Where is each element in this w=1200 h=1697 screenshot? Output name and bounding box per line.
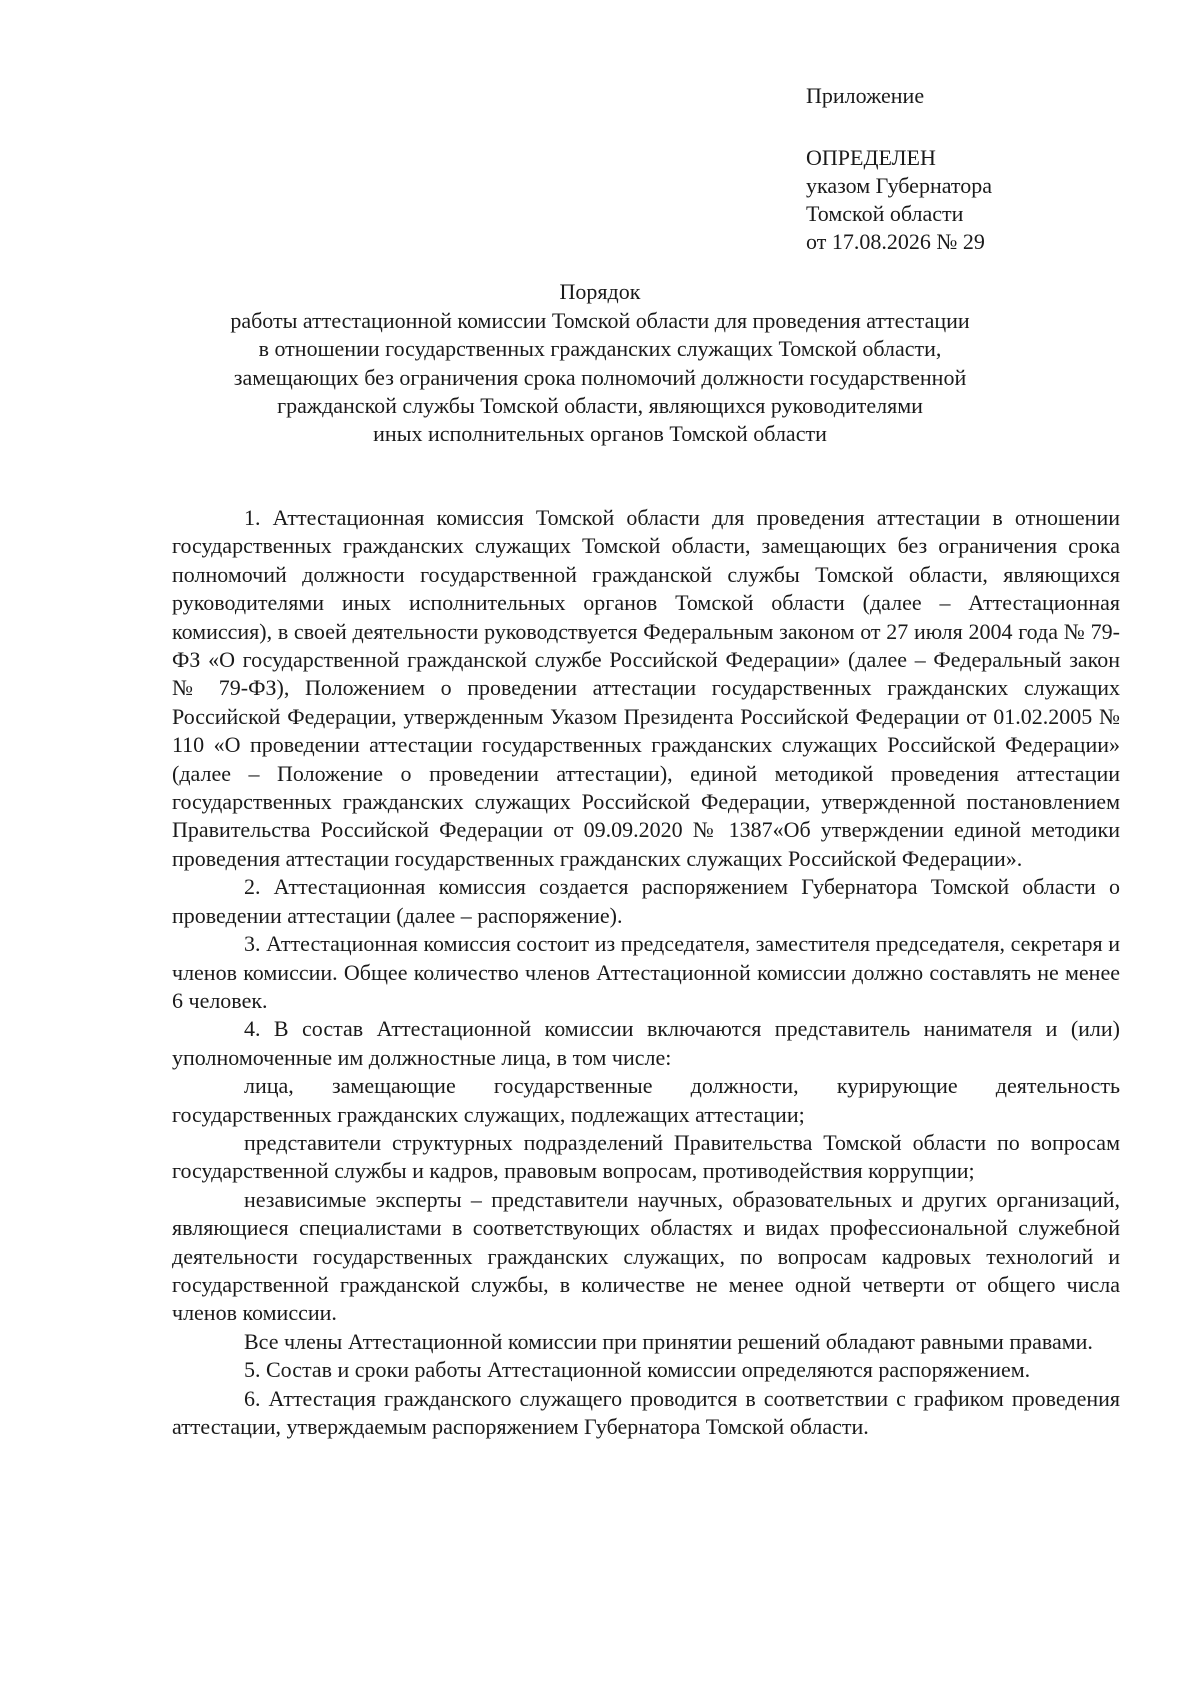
paragraph-2: 2. Аттестационная комиссия создается распоряжением Губернатора Томской области о проведении аттестации (далее – распоряжение). (172, 874, 1120, 928)
subtitle-line: работы аттестационной комиссии Томской области для проведения аттестации (230, 308, 970, 333)
paragraph-4-equal-rights: Все члены Аттестационной комиссии при принятии решений обладают равными правами. (244, 1328, 1093, 1354)
approval-issuer: указом Губернатора (806, 173, 993, 198)
approval-block (806, 144, 992, 256)
paragraph-5: 5. Состав и сроки работы Аттестационной комиссии определяются распоряжением. (244, 1357, 1031, 1383)
subtitle-line: замещающих без ограничения срока полномочий должности государственной (233, 364, 967, 390)
approval-region: Томской области (806, 201, 964, 226)
subtitle-line: в отношении государственных гражданских служащих Томской области, (258, 336, 942, 362)
document-subtitle (160, 307, 1040, 448)
appendix-label: Приложение (806, 83, 925, 108)
paragraph-1: 1. Аттестационная комиссия Томской области для проведения аттестации в отношении государственных гражданских служащих Томской области, замещающих без ограничения срока полномочий должности государственной гражданской службы Томской области, являющихся руководителями иных исполнительных органов Томской области (далее – Аттестационная комиссия), в своей деятельности руководствуется Федеральным законом от 27 июля 2004 года № 79-ФЗ «О государственной гражданской службе Российской Федерации» (далее – Федеральный закон № 79-ФЗ), Положением о проведении аттестации государственных гражданских служащих Российской Федерации, утвержденным Указом Президента Российской Федерации от 01.02.2005 № 110 «О проведении аттестации государственных гражданских служащих Российской Федерации» (далее – Положение о проведении аттестации), единой методикой проведения аттестации государственных гражданских служащих Российской Федерации, утвержденной постановлением Правительства Российской Федерации от 09.09.2020 № 1387«Об утверждении единой методики проведения аттестации государственных гражданских служащих Российской Федерации». (172, 505, 1120, 871)
paragraph-4-item-officials: лица, замещающие государственные должности, курирующие деятельность государственных гражданских служащих, подлежащих аттестации; (172, 1073, 1120, 1127)
approval-date-number: от 17.08.2026 № 29 (806, 229, 985, 254)
paragraph-4-item-representatives: представители структурных подразделений Правительства Томской области по вопросам государственной службы и кадров, правовым вопросам, противодействия коррупции; (172, 1129, 1120, 1184)
document-body (172, 504, 1120, 1441)
document-title: Порядок (559, 279, 641, 304)
paragraph-4: 4. В состав Аттестационной комиссии включаются представитель нанимателя и (или) уполномоченные им должностные лица, в том числе: (172, 1016, 1120, 1070)
approval-status: ОПРЕДЕЛЕН (806, 145, 936, 170)
subtitle-line: гражданской службы Томской области, являющихся руководителями (277, 392, 923, 418)
paragraph-6: 6. Аттестация гражданского служащего проводится в соответствии с графиком проведения аттестации, утверждаемым распоряжением Губернатора Томской области. (172, 1385, 1120, 1439)
subtitle-line: иных исполнительных органов Томской области (373, 421, 827, 447)
paragraph-3: 3. Аттестационная комиссия состоит из председателя, заместителя председателя, секретаря и членов комиссии. Общее количество членов Аттестационной комиссии должно составлять не менее 6 человек. (172, 931, 1120, 1013)
paragraph-4-item-experts: независимые эксперты – представители научных, образовательных и других организаций, являющиеся специалистами в соответствующих областях и видах профессиональной служебной деятельности государственных гражданских служащих, по вопросам кадровых технологий и государственной гражданской службы, в количестве не менее одной четверти от общего числа членов комиссии. (172, 1186, 1120, 1326)
